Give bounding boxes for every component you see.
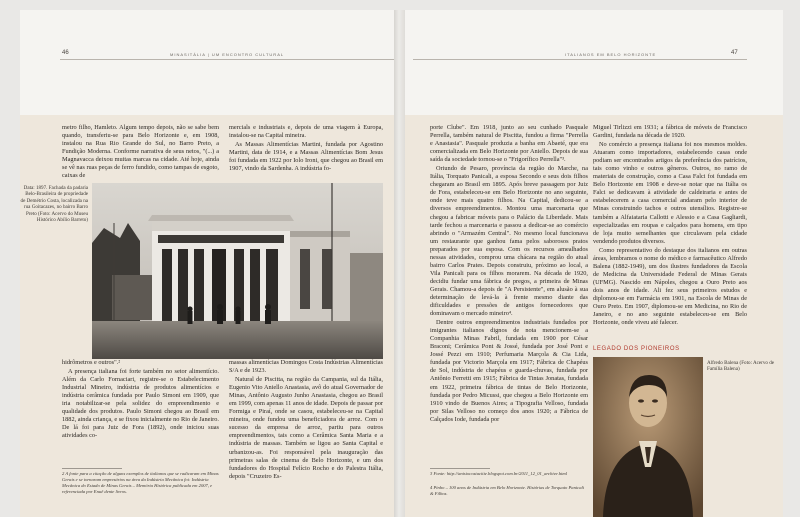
paragraph: metro filho, Hamleto. Algum tempo depois, não se sabe bem quando, transferiu-se para Belo Horizonte e, em 1908, instalou na Rua Rio Grande do Sul, no Barro Preto, a Fundição Moderna. Conforme narrativa de seus netos, "(...) a Magnavacca deixou muitas marcas na cidade. Até hoje, ainda se vê nas ruas peças de ferro fundido, como tampas de esgoto, caixas de bbox=[62, 124, 219, 180]
footnote: 3 Fonte: http://anisiocostacitte.blogspot.com.br/2011_12_01_archive.html bbox=[430, 471, 568, 476]
paragraph: Natural de Piscitta, na região da Campania, sul da Itália, Eugenio Vito Aniello Anastasia, avô do atual Governador de Minas, Antônio Augusto Junho Anastasia, chegou ao Brasil em 1999, com apenas 11 anos de idade. Depois de passar por Formiga e Piraí, onde se casou, estabeleceu-se na Capital mineira, onde fundou uma beneficiadora de arroz. Com o sucesso da empresa de arroz, partiu para outros empreendimentos, tais como a Cerâmica Santa Maria e a indústria de massas. Também se ligou ao Santa Capital e urbanizou-as. Foi responsável pela inauguração das primeiras salas de cinema de Belo Horizonte, e um dos fundadores do Hospital Felício Rocho e do Palestra Itália, depois "Cruzeiro Es- bbox=[229, 376, 383, 480]
paragraph: Dentre outros empreendimentos industriais fundados por imigrantes italianos dignos de nota mencionem-se a Companhia Minas Fabril, fundada em 1900 por César Braconi; Cerâmica Pont & Jossé, fundada por José Pont e Jossé Pezzi em 1910; Perfumaria Marçola & Cia Ltda, fundada por Victorio Marçola em 1917; Fábrica de Chapéus de Sol, indústria de chapéus e guarda-chuvas, fundada por Antônio Ferretti em 1915; Fábrica de Tintas Jonatas, fundada em 1922, primeira fábrica de tintas de Belo Horizonte, fundada por Pedro Micussi, que chegou a Belo Horizonte em 1910 vindo de Buenos Aires; a Tipografia Velloso, fundada por Silas Velloso no começo dos anos 1920; a Fábrica de Calçados Iode, fundada por bbox=[430, 319, 588, 423]
page-number: 46 bbox=[62, 50, 69, 56]
left-col2-top bbox=[229, 124, 383, 174]
footnote-rule bbox=[62, 468, 122, 469]
header-rule bbox=[413, 59, 747, 60]
portrait-photo bbox=[593, 357, 703, 517]
paragraph: massas alimentícias Domingos Costa Indústrias Alimentícias S/A e de 1923. bbox=[229, 359, 383, 375]
building-photo bbox=[92, 183, 383, 359]
paragraph: As Massas Alimentícias Martini, fundada por Agostino Martini, data de 1914, e a Massas Alimentícias Bom Jesus foi fundada em 1922 por Iolo Ironi, que chegou ao Brasil em 1907, vindo da Sardenha. A indústria fo- bbox=[229, 141, 383, 173]
paragraph: porte Clube". Em 1918, junto ao seu cunhado Pasquale Perrella, também natural de Piscitta, fundou a firma "Perrella e Anastasia". Pasquale produzia a banha em Abaeté, que era comercializada em Belo Horizonte por Aniello. Depois de sua saída da sociedade tornou-se o "Frigorífico Perrella"³. bbox=[430, 124, 588, 164]
left-col2-bottom bbox=[229, 359, 383, 482]
building-photo-image bbox=[92, 183, 383, 359]
book-gutter bbox=[394, 10, 405, 517]
footnote: 4 Pinho – 100 anos de Indústria em Belo Horizonte. Histórias de Torquato Panicali & Filhos. bbox=[430, 485, 585, 496]
paragraph: A presença italiana foi forte também no setor alimentício. Além da Carlo Fornaciari, registre-se o Estabelecimento Industrial Mineiro, indústria de produtos alimentícios e indústria cerâmica fundada por Paulo Simoni em 1909, que iria notabilizar-se pela solidez do empreendimento e qualidade dos produtos. Paulo Simoni chegou ao Brasil em 1882, ainda criança, e se fixou inicialmente no Rio de Janeiro. De lá foi para Juiz de Fora (1892), onde iniciou suas atividades co- bbox=[62, 368, 219, 440]
right-col1 bbox=[430, 124, 588, 425]
portrait-photo-image bbox=[593, 357, 703, 517]
footnote: 2 A fonte para a citação de alguns exemplos de italianos que se radicaram em Minas Gerais e se tornaram empresários na área da Indústria Mecânica foi: Indústria Mecânica do Estado de Minas Gerais – Memória Histórica publicada em 2007, e referenciada por Enuê dente livros. bbox=[62, 471, 219, 494]
photo-caption: Data: 1897. Fachada da padaria Belo-Brasileira de propriedade de Demétrio Costa, localizada na rua Goitacazes, no bairro Barro Preto (Foto: Acervo do Museu Histórico Abílio Barreto) bbox=[20, 185, 88, 224]
paragraph: No comércio a presença italiana foi nos mesmos moldes. Atuaram como importadores, estabelecendo casas onde podiam ser encontrados artigos da preferência dos patrícios, tais como vinho e outros gêneros. Outros, no ramo de materiais de construção, como a Casa Falci foi fundada em Belo Horizonte em 1908 e deve-se notar que na Itália os Falci se dedicavam à atividade de caldeiraria e antes de estabelecerem a casa comercial andaram pelo interior de Minas construindo tachos e outros utensílios. Registre-se também a Alfaiataria Callotti e Alessio e a Casa Gagliardi, especializadas em roupas e calçados para homens, em tipo de loja muito semelhantes que circulavam pela cidade vendendo produtos diversos. bbox=[593, 141, 747, 245]
right-col2 bbox=[593, 124, 747, 328]
left-col1-top bbox=[62, 124, 219, 181]
photo-caption: Alfredo Balena (Foto: Acervo de Família Balena) bbox=[707, 360, 775, 373]
paragraph: hidrômetros e outros".² bbox=[62, 359, 121, 366]
left-col1-bottom bbox=[62, 359, 219, 441]
left-page bbox=[20, 10, 394, 517]
paragraph: Miguel Tirlizzi em 1931; a fábrica de móveis de Francisco Gardini, fundada na década de 1920. bbox=[593, 124, 747, 140]
footnote-rule bbox=[430, 468, 490, 469]
page-number: 47 bbox=[731, 50, 738, 56]
paragraph: Oriundo de Pesaro, província da região do Marche, na Itália, Torquato Panicali, a esposa Secondo e seus dois filhos chegaram ao Brasil em 1895. Após breve passagem por Juiz de Fora, estabeleceu-se em Belo Horizonte no ano seguinte, onde teve mais quatro filhos. Na Capital, dedicou-se a diversos empreendimentos. Montou uma marcenaria que chegou a fabricar móveis para o Palácio da Liberdade. Mais tarde fechou a marcenaria e passou a dedicar-se ao comércio abrindo o "Armazém Central". No mesmo local funcionava um restaurante que ganhou fama pelos saborosos pratos preparados por sua esposa. Com os recursos amealhados nessas atividades, comprou uma chácara na região do atual bairro Carlos Prates. Depois construiu, próximo ao local, a Vila Panicali para os filhos morarem. Na década de 1920, decidiu fundar uma fábrica de pregos, a primeira de Minas Gerais. Chamou-a depois de "A Persistente", em alusão à sua determinação de levá-la à frente mesmo diante das dificuldades e pressões de antigos fornecedores que dominavam o mercado mineiro⁴. bbox=[430, 165, 588, 318]
paragraph: mercials e industriais e, depois de uma viagem à Europa, instalou-se na Capital mineira. bbox=[229, 124, 383, 140]
section-heading: LEGADO DOS PIONEIROS bbox=[593, 346, 680, 352]
header-rule bbox=[60, 59, 394, 60]
running-head: ITALIANOS EM BELO HORIZONTE bbox=[565, 52, 657, 57]
paragraph: Como representativo do destaque dos italianos em outras áreas, lembramos o nome do médico e farmacêutico Alfredo Balena (1882-1949), um dos ilustres fundadores da Escola de Medicina da Universidade Federal de Minas Gerais (UFMG). Nascido em Nápoles, chegou a Ouro Preto aos dois anos de idade. Ali fez seus primeiros estudos e diplomou-se em Farmácia em 1901, na Escola de Minas de Ouro Preto. Em 1907, diplomou-se em Medicina, no Rio de Janeiro, e no ano seguinte estabeleceu-se em Belo Horizonte, onde viveu até falecer. bbox=[593, 246, 747, 327]
right-page bbox=[405, 10, 783, 517]
running-head: MINASITÁLIA | UM ENCONTRO CULTURAL bbox=[170, 52, 285, 57]
